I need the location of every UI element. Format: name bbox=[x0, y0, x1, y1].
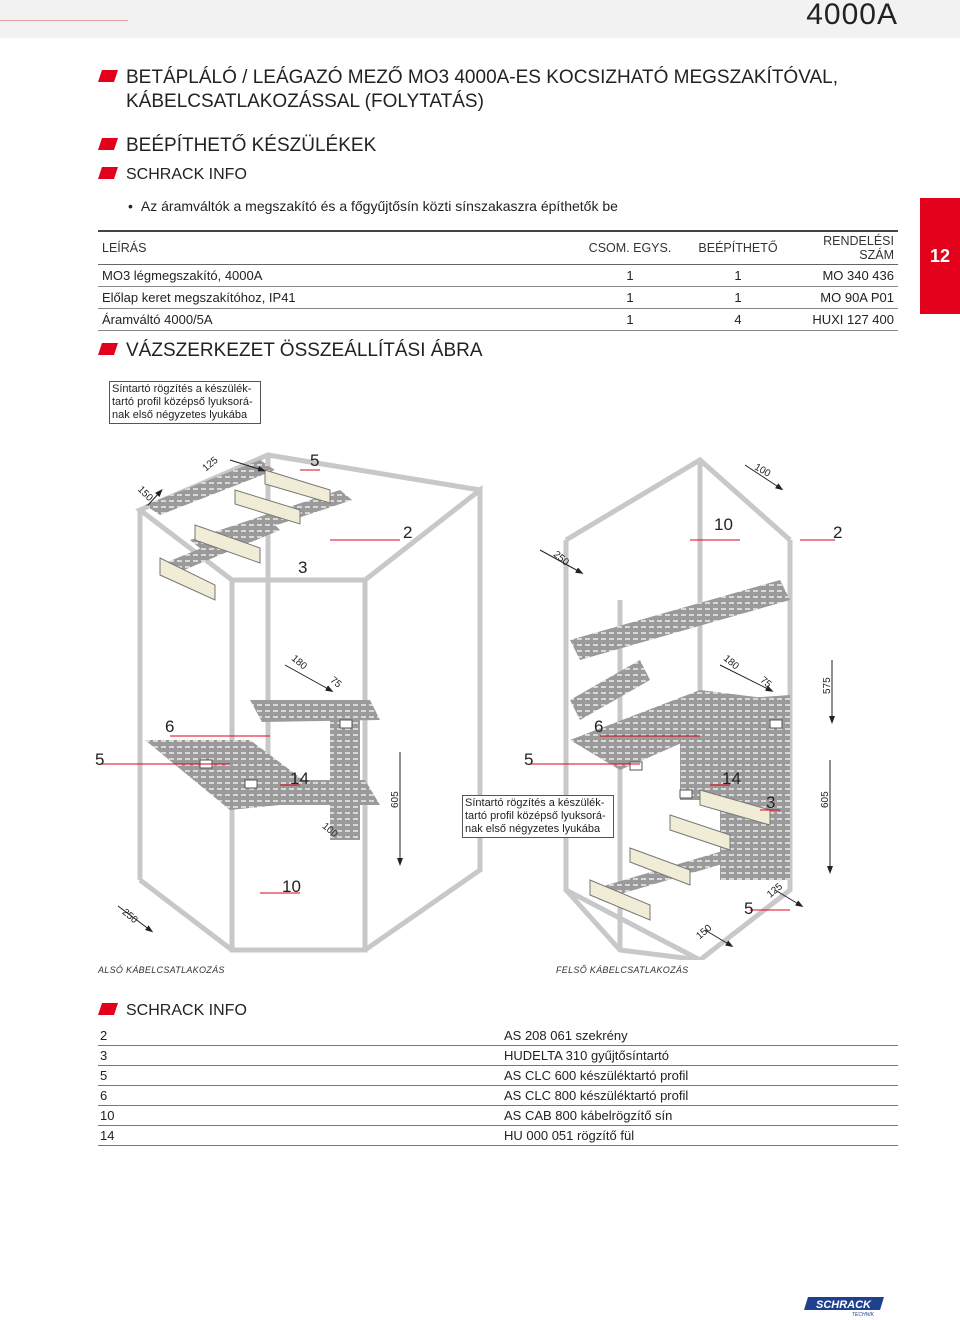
cell-description: MO3 légmegszakító, 4000A bbox=[98, 265, 576, 287]
logo-text: SCHRACK bbox=[816, 1299, 871, 1311]
cell-pack: 1 bbox=[576, 287, 684, 309]
info-heading bbox=[98, 163, 247, 187]
note-line: Síntartó rögzítés a készülék- bbox=[112, 383, 252, 395]
red-bullet-icon bbox=[98, 138, 118, 150]
dim-125-bottom: 125 bbox=[765, 881, 785, 901]
cell-qty: 4 bbox=[684, 309, 792, 331]
info-bullet: • Az áramváltók a megszakító és a főgyűjtősín közti sínszakaszra építhetők be bbox=[128, 198, 618, 214]
legend-table bbox=[98, 1026, 898, 1146]
section-heading bbox=[98, 66, 838, 114]
legend-value: HUDELTA 310 gyűjtősíntartó bbox=[502, 1046, 898, 1066]
product-title: 4000A bbox=[806, 0, 898, 31]
pos-6-left: 6 bbox=[165, 717, 175, 736]
legend-key: 2 bbox=[98, 1026, 502, 1046]
pos-10-top: 10 bbox=[714, 515, 733, 534]
dim-605-right: 605 bbox=[820, 791, 831, 808]
legend-value: HU 000 051 rögzítő fül bbox=[502, 1126, 898, 1146]
dim-250-bottom: 250 bbox=[119, 906, 140, 926]
dim-150-top: 150 bbox=[135, 484, 155, 504]
table-row bbox=[98, 287, 898, 309]
dim-125-top: 125 bbox=[200, 454, 221, 475]
red-bullet-icon bbox=[98, 1003, 118, 1015]
pos-5-top: 5 bbox=[310, 451, 320, 470]
pos-3-top: 3 bbox=[298, 558, 308, 577]
dim-75-right: 75 bbox=[757, 674, 774, 691]
dim-575: 575 bbox=[822, 677, 833, 694]
legend-key: 14 bbox=[98, 1126, 502, 1146]
table-row bbox=[98, 1106, 898, 1126]
legend-value: AS 208 061 szekrény bbox=[502, 1026, 898, 1046]
schrack-logo bbox=[802, 1295, 884, 1317]
note-box-top bbox=[109, 381, 261, 424]
dim-180-right: 180 bbox=[720, 653, 741, 673]
legend-title: SCHRACK INFO bbox=[126, 1002, 247, 1019]
top-accent-line bbox=[0, 20, 128, 21]
pos-10-bottom: 10 bbox=[282, 877, 301, 896]
col-description: LEÍRÁS bbox=[98, 231, 576, 265]
pos-2-top-left: 2 bbox=[403, 523, 413, 542]
logo-sub: TECHNIK bbox=[852, 1312, 874, 1317]
caption-top-connection: FELSŐ KÁBELCSATLAKOZÁS bbox=[556, 965, 689, 975]
red-bullet-icon bbox=[98, 167, 118, 179]
table-row bbox=[98, 1126, 898, 1146]
note-line: nak első négyzetes lyukába bbox=[465, 823, 601, 835]
legend-value: AS CLC 600 készüléktartó profil bbox=[502, 1066, 898, 1086]
spec-table bbox=[98, 230, 898, 331]
cell-qty: 1 bbox=[684, 265, 792, 287]
table-row bbox=[98, 1026, 898, 1046]
left-bottom-rails bbox=[145, 700, 380, 840]
cell-description: Áramváltó 4000/5A bbox=[98, 309, 576, 331]
legend-key: 5 bbox=[98, 1066, 502, 1086]
info-title: SCHRACK INFO bbox=[126, 166, 247, 183]
dim-150-bottom: 150 bbox=[694, 922, 715, 942]
legend-key: 3 bbox=[98, 1046, 502, 1066]
legend-value: AS CAB 800 kábelrögzítő sín bbox=[502, 1106, 898, 1126]
cell-qty: 1 bbox=[684, 287, 792, 309]
builtin-heading bbox=[98, 134, 376, 158]
legend-key: 6 bbox=[98, 1086, 502, 1106]
dim-180-left: 180 bbox=[288, 653, 309, 673]
caption-bottom-connection: ALSÓ KÁBELCSATLAKOZÁS bbox=[98, 965, 225, 975]
red-bullet-icon bbox=[98, 70, 118, 82]
pos-14-right: 14 bbox=[722, 769, 741, 788]
dim-250-top: 250 bbox=[550, 549, 571, 569]
note-line: Síntartó rögzítés a készülék- bbox=[465, 797, 605, 809]
col-installable: BEÉPÍTHETŐ bbox=[684, 231, 792, 265]
dim-75-left: 75 bbox=[327, 674, 344, 691]
note-line: tartó profil középső lyuksorá- bbox=[112, 396, 253, 408]
table-row bbox=[98, 1066, 898, 1086]
frame-heading bbox=[98, 339, 483, 363]
table-row bbox=[98, 1086, 898, 1106]
note-box-bottom bbox=[462, 795, 614, 838]
cell-order: MO 90A P01 bbox=[792, 287, 898, 309]
section-title-line1: BETÁPLÁLÓ / LEÁGAZÓ MEZŐ MO3 4000A-ES KOCSIZHATÓ MEGSZAKÍTÓVAL, bbox=[126, 67, 838, 88]
dim-100-top: 100 bbox=[752, 461, 773, 480]
col-pack-unit: CSOM. EGYS. bbox=[576, 231, 684, 265]
spec-header-row bbox=[98, 231, 898, 265]
pos-5-mid: 5 bbox=[524, 750, 534, 769]
pos-3-right: 3 bbox=[766, 793, 776, 812]
legend-heading bbox=[98, 999, 247, 1023]
table-row bbox=[98, 265, 898, 287]
legend-key: 10 bbox=[98, 1106, 502, 1126]
builtin-title: BEÉPÍTHETŐ KÉSZÜLÉKEK bbox=[126, 135, 377, 156]
cell-pack: 1 bbox=[576, 309, 684, 331]
cell-description: Előlap keret megszakítóhoz, IP41 bbox=[98, 287, 576, 309]
table-row bbox=[98, 309, 898, 331]
pos-2-top-right: 2 bbox=[833, 523, 843, 542]
pos-14-left: 14 bbox=[290, 769, 309, 788]
pos-5-bottom-right: 5 bbox=[744, 899, 754, 918]
red-bullet-icon bbox=[98, 343, 118, 355]
cell-order: HUXI 127 400 bbox=[792, 309, 898, 331]
pos-5-left: 5 bbox=[95, 750, 105, 769]
right-rails bbox=[570, 580, 790, 900]
assembly-diagram bbox=[0, 430, 960, 960]
note-line: tartó profil középső lyuksorá- bbox=[465, 810, 606, 822]
legend-value: AS CLC 800 készüléktartó profil bbox=[502, 1086, 898, 1106]
cell-pack: 1 bbox=[576, 265, 684, 287]
section-title-line2: KÁBELCSATLAKOZÁSSAL (FOLYTATÁS) bbox=[126, 91, 484, 112]
dim-605-left: 605 bbox=[390, 791, 401, 808]
pos-6-right: 6 bbox=[594, 717, 604, 736]
frame-title: VÁZSZERKEZET ÖSSZEÁLLÍTÁSI ÁBRA bbox=[126, 340, 483, 361]
dim-100-bottom: 100 bbox=[319, 820, 340, 840]
col-order-number: RENDELÉSI SZÁM bbox=[792, 231, 898, 265]
note-line: nak első négyzetes lyukába bbox=[112, 409, 248, 421]
table-row bbox=[98, 1046, 898, 1066]
cell-order: MO 340 436 bbox=[792, 265, 898, 287]
chapter-tab: 12 bbox=[920, 198, 960, 314]
